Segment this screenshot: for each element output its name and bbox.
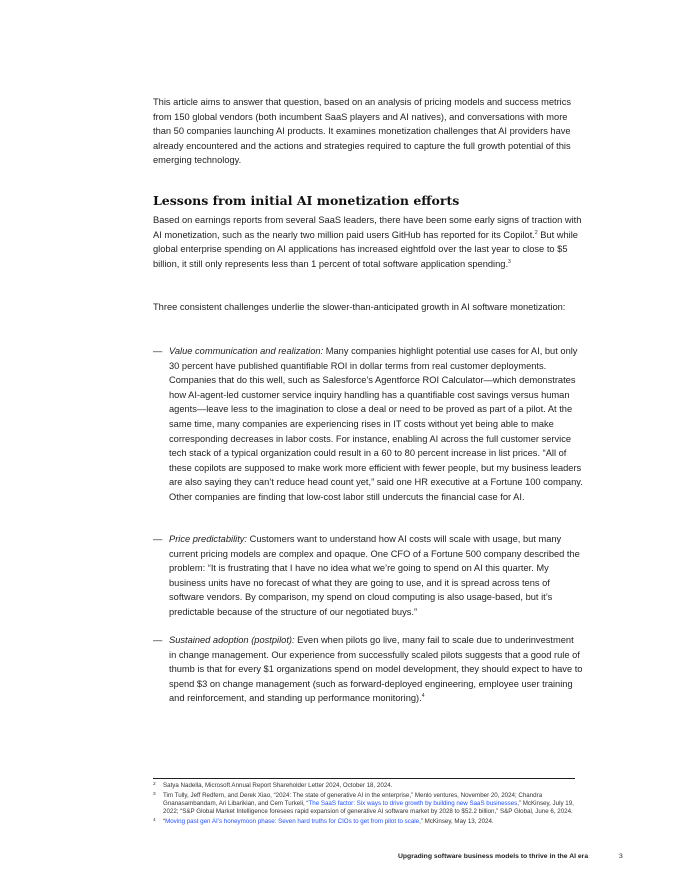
footnote-text: “ [163,818,166,825]
bullet-item [153,344,583,505]
footnote-link[interactable]: Moving past gen AI’s honeymoon phase: Seven hard truths for CIOs to get from pilot to scale [165,818,420,825]
footnote-ref[interactable]: 3 [508,258,511,265]
footnote-divider [153,778,575,779]
bullet-text [169,633,583,706]
bullet-item [153,633,583,706]
footnote-text: ,” McKinsey, May 13, 2024. [419,818,494,825]
footnote-ref[interactable]: 2 [534,229,538,236]
paragraph-text: But while global enterprise spending on AI applications has increased eightfold over the last year to close to $5 billion, it still only represents less than 1 percent of total software application spending. [153,229,578,269]
bullet-text [169,344,583,505]
footnote-item [153,818,575,826]
em-dash-bullet: — [153,534,163,544]
em-dash-bullet: — [153,635,163,645]
bullet-body: Even when pilots go live, many fail to scale due to underinvestment in change management. Our experience from successfully scaled pilots suggests that a good rule of thumb is that for every $1 organizations spend on model development, they should expect to have to spend $3 on change management (such as forward-deployed engineering, employee user training and reinforcement, and standing up performance monitoring). [169,635,583,704]
bullet-title: Price predictability: [169,534,248,544]
footnote-item [153,792,575,817]
section-paragraph-2: Three consistent challenges underlie the slower-than-anticipated growth in AI software monetization: [153,302,566,312]
paragraph-text: Based on earnings reports from several SaaS leaders, there have been some early signs of traction with AI monetization, such as the nearly two million paid users GitHub has reported for its Copilot. [153,215,582,240]
footnote-ref[interactable]: 4 [421,693,425,700]
bullet-body: Many companies highlight potential use cases for AI, but only 30 percent have published quantifiable ROI in dollar terms from real customer deployments. Companies that do this well, such as Salesforce’s Agentforce ROI Calculator—which demonstrates how AI-agent-led customer service inquiry handling has a quantifiable cost savings versus human agents—leave less to the imagination to close a deal or need to be proved as part of a pilot. At the same time, many companies are experiencing rises in IT costs without yet being able to make corresponding decreases in labor costs. For instance, enabling AI across the full customer service tech stack of a typical organization could result in a 60 to 80 percent increase in list prices. “All of these copilots are supposed to make work more efficient with fewer people, but my business leaders are also saying they can’t reduce head count yet,” said one HR executive at a Fortune 100 company. Other companies are finding that low-cost labor still undercuts the financial case for AI. [169,346,583,502]
footnotes [153,782,575,828]
bullet-title: Sustained adoption (postpilot): [169,635,295,645]
footnote-text: Satya Nadella, Microsoft Annual Report Shareholder Letter 2024, October 18, 2024. [163,782,393,789]
footnote-link[interactable]: The SaaS factor: Six ways to drive growth by building new SaaS businesses [308,800,518,807]
section-paragraph-1 [153,213,583,271]
footer-title: Upgrading software business models to thrive in the AI era [398,853,589,860]
bullet-text [169,532,583,620]
footnote-text: ,” McKinsey, July 19, 2022; “S&P Global Market Intelligence foresees rapid expansion of generative AI software market by 2028 to $52.2 billion,” S&P Global, June 6, 2024. [163,800,574,816]
section-heading: Lessons from initial AI monetization efforts [153,193,460,208]
footnote-number: 3 [153,791,156,797]
page-number: 3 [619,853,623,860]
bullet-item [153,532,583,620]
footnote-number: 4 [153,818,156,823]
bullet-body: Customers want to understand how AI costs will scale with usage, but many current pricing models are complex and opaque. One CFO of a Fortune 500 company described the problem: “It is frustrating that I have no idea what we’re going to spend on AI this quarter. My business units have no forecast of what they are going to use, and it is spread across tens of software vendors. By comparison, my spend on cloud computing is also usage-based, but it’s predictable because of the structure of our negotiated buys.” [169,534,580,617]
footnote-number: 2 [153,782,156,787]
intro-paragraph: This article aims to answer that question, based on an analysis of pricing models and success metrics from 150 global vendors (both incumbent SaaS players and AI natives), and conversations with more than 50 companies launching AI products. It examines monetization challenges that AI providers have already encountered and the actions and strategies required to capture the full growth potential of this emerging technology. [153,97,572,166]
footnote-item [153,782,575,790]
footnote-text: Tim Tully, Jeff Redfern, and Derek Xiao, “2024: The state of generative AI in the enterprise,” Menlo ventures, November 20, 2024; Chandra Gnanasambandam, Ari Libarikian, and Cem Turkeli, “ [163,791,543,807]
em-dash-bullet: — [153,346,163,356]
bullet-title: Value communication and realization: [169,346,324,356]
